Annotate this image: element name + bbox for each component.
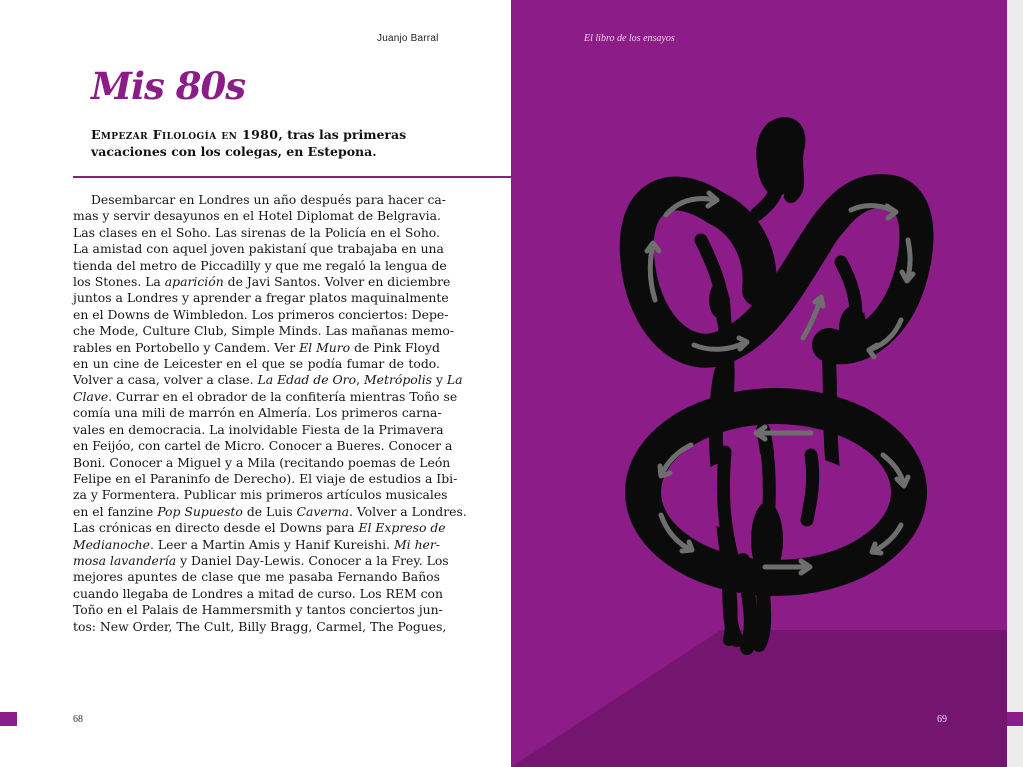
running-head-book-title: El libro de los ensayos [584,33,675,44]
body-line [73,208,440,224]
body-line [73,225,440,241]
text-run: de Luis [242,503,297,519]
page-number-left: 68 [73,714,83,725]
italic-title: Pop Supuesto [157,503,243,519]
text-run: rables en Portobello y Candem. Ver [73,339,300,355]
body-line [73,405,440,421]
text-run: che Mode, Culture Club, Simple Minds. Las mañanas memo- [73,323,455,339]
body-line [73,290,449,306]
text-run: . Volver a Londres. [349,503,467,519]
body-line [73,520,446,536]
text-run: y Daniel Day-Lewis. Conocer a la Frey. Los [176,552,449,568]
text-run: Toño en el Palais de Hammersmith y tantos conciertos jun- [73,602,443,618]
text-run: de Pink Floyd [350,339,440,355]
left-page [0,0,511,767]
body-line [73,192,446,208]
text-run: Desembarcar en Londres un año después para hacer ca- [91,192,446,207]
page-edge-marker-left [0,712,17,726]
italic-title: Mi her- [393,536,440,552]
body-line [73,585,443,602]
text-run: , [356,372,364,388]
body-line [73,470,458,487]
italic-title: mosa lavandería [73,552,177,568]
page-number-right: 69 [937,714,947,725]
body-line [73,454,451,471]
text-run: Felipe en el Paraninfo de Derecho). El viaje de estudios a Ibi- [73,470,458,486]
text-run: La amistad con aquel joven pakistaní que trabajaba en una [73,241,444,257]
looped-snake-figure-icon [511,0,1007,767]
text-run: Boni. Conocer a Miguel y a Mila (recitando poemas de León [73,454,451,470]
body-line [73,306,449,323]
body-line [73,618,447,635]
lead-rest: , tras las primeras [278,127,407,142]
body-line [73,602,443,618]
body-line [73,241,444,257]
text-run: tos: New Order, The Cult, Billy Bragg, Carmel, The Pogues, [73,618,447,634]
text-run: vales en democracia. La inolvidable Fiesta de la Primavera [73,421,444,437]
text-run: los Stones. La [73,274,165,290]
text-run: Las crónicas en directo desde el Downs para [73,520,359,536]
body-line [73,569,440,585]
text-run: juntos a Londres y aprender a fregar platos maquinalmente [73,290,449,306]
body-line [73,388,458,405]
body-line [73,340,440,356]
text-run: en el fanzine [73,503,158,519]
body-line [73,552,449,569]
text-run: Las clases en el Soho. Las sirenas de la Policía en el Soho. [73,224,440,240]
text-run: mejores apuntes de clase que me pasaba Fernando Baños [73,569,440,585]
text-run: Volver a casa, volver a clase. [73,372,258,388]
body-line [73,503,467,520]
body-line [73,257,447,274]
italic-title: La Edad de Oro [257,372,357,388]
italic-title: El Muro [299,339,351,355]
title-rule [73,176,511,178]
outer-margin [1007,0,1023,767]
text-run: tienda del metro de Piccadilly y que me regaló la lengua de [73,257,447,273]
text-run: . Leer a Martin Amis y Hanif Kureishi. [150,536,394,552]
italic-title: La [446,372,463,388]
body-line [73,438,453,454]
lead-line-2: vacaciones con los colegas, en Estepona. [91,144,377,159]
text-run: mas y servir desayunos en el Hotel Diplomat de Belgravia. [73,208,441,224]
body-line [73,274,451,290]
text-run: . Currar en el obrador de la confitería mientras Toño se [108,388,458,404]
text-run: en Feijóo, con cartel de Micro. Conocer a Bueres. Conocer a [73,438,453,454]
body-line [73,372,463,388]
right-page [511,0,1007,767]
text-run: de Javi Santos. Volver en diciembre [223,274,451,290]
lead-small-caps: Empezar Filología en 1980 [91,127,279,142]
text-run: y [432,372,447,388]
body-line [73,537,440,553]
italic-title: Caverna [296,503,349,519]
italic-title: Metrópolis [363,372,433,388]
body-line [73,421,444,438]
italic-title: Clave [73,388,109,404]
text-run: comía una mili de marrón en Almería. Los primeros carna- [73,405,442,421]
chapter-title: Mis 80s [91,64,246,108]
italic-title: aparición [164,274,224,290]
text-run: cuando llegaba de Londres a mitad de curso. Los REM con [73,585,443,601]
body-line [73,487,448,503]
chapter-lead [91,126,411,160]
text-run: en un cine de Leicester en el que se podía fumar de todo. [73,356,440,372]
body-line [73,323,455,339]
text-run: za y Formentera. Publicar mis primeros artículos musicales [73,487,448,503]
italic-title: Medianoche [73,536,150,552]
italic-title: El Expreso de [358,520,446,536]
text-run: en el Downs de Wimbledon. Los primeros conciertos: Depe- [73,306,449,322]
page-edge-marker-right [1007,712,1023,726]
body-text [73,192,467,635]
running-head-author: Juanjo Barral [377,33,439,44]
body-line [73,356,440,372]
